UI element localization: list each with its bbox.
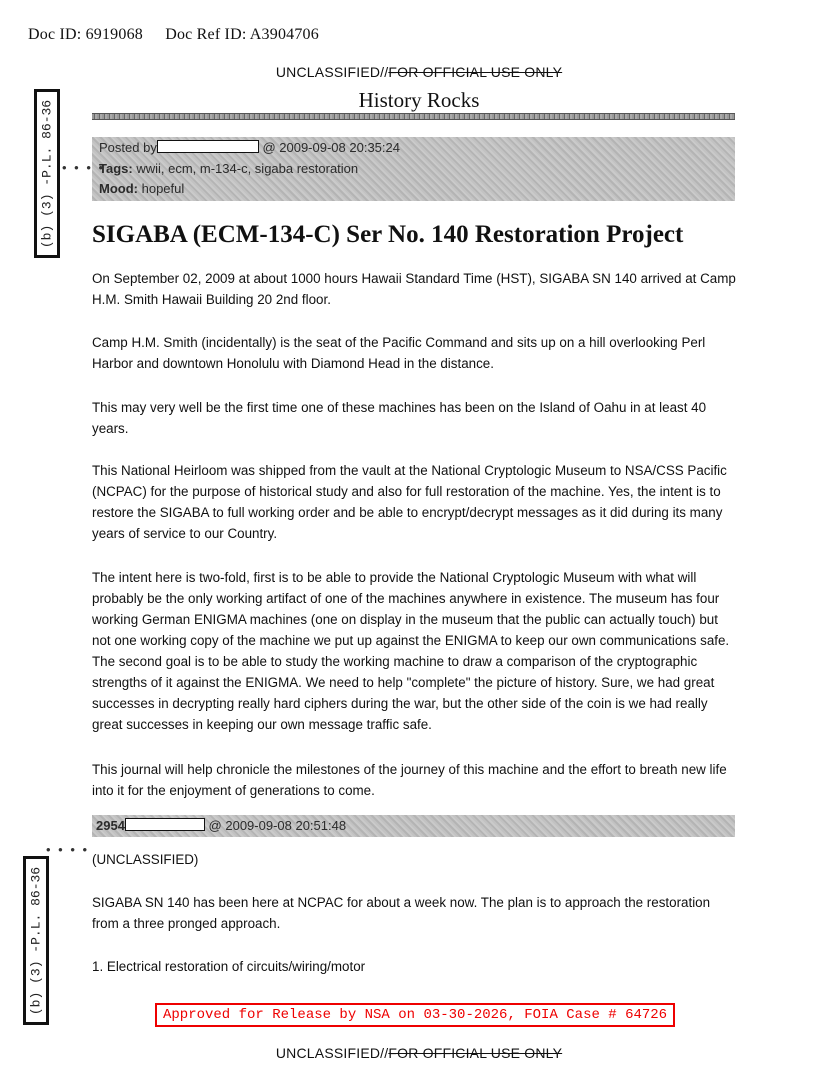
posted-time: @ 2009-09-08 20:35:24 xyxy=(262,140,400,155)
mood-value: hopeful xyxy=(141,181,185,196)
classification-level: UNCLASSIFIED// xyxy=(275,1045,389,1061)
post-paragraph: This may very well be the first time one of these machines has been on the Island of Oahu in at least 40 years. xyxy=(92,400,707,436)
comment-time: @ 2009-09-08 20:51:48 xyxy=(208,818,347,833)
comment-meta-line xyxy=(96,818,346,833)
title-divider xyxy=(92,113,735,120)
exemption-text: (b) (3) -P.L. 86-36 xyxy=(39,99,55,248)
doc-ref-id: Doc Ref ID: A3904706 xyxy=(165,26,319,43)
exemption-stamp-bottom xyxy=(23,856,49,1025)
post-paragraph: The intent here is two-fold, first is to be able to provide the National Cryptologic Museum with what will probably be the only working artifact of one of the machines anywhere in existence. The museum has four working German ENIGMA machines (one on display in the museum that the public can actually touch) but not one working copy of the machine we put up against the ENIGMA to keep our own communications safe. The second goal is to be able to study the working machine to draw a comparison of the cryptographic strengths of it against the ENIGMA. We need to help "complete" the picture of history. Sure, we had great successes in decrypting really hard ciphers during the war, but the other side of the coin is we had really great successes in keeping our own message traffic safe. xyxy=(92,570,730,732)
doc-id: Doc ID: 6919068 xyxy=(28,26,143,43)
tags-label: Tags: xyxy=(99,161,133,176)
exemption-text: (b) (3) -P.L. 86-36 xyxy=(28,866,44,1015)
leader-dots-top: • • • • xyxy=(62,160,106,175)
redaction-box xyxy=(125,818,205,831)
classification-banner-bottom xyxy=(0,1045,838,1061)
classification-level: UNCLASSIFIED// xyxy=(275,64,389,80)
blog-title: History Rocks xyxy=(358,88,480,112)
classification-struck-caveat: FOR OFFICIAL USE ONLY xyxy=(388,64,563,80)
mood-label: Mood: xyxy=(99,181,138,196)
leader-dots-bottom: • • • • xyxy=(46,842,90,857)
classification-struck-caveat: FOR OFFICIAL USE ONLY xyxy=(388,1045,563,1061)
post-paragraph: Camp H.M. Smith (incidentally) is the seat of the Pacific Command and sits up on a hill overlooking Perl Harbor and downtown Honolulu with Diamond Head in the distance. xyxy=(92,335,706,371)
classification-banner-top xyxy=(0,64,838,80)
tags-line xyxy=(99,161,358,176)
comment-paragraph: SIGABA SN 140 has been here at NCPAC for about a week now. The plan is to approach the restoration from a three pronged approach. xyxy=(92,895,711,931)
post-paragraph: This journal will help chronicle the milestones of the journey of this machine and the effort to breath new life into it for the enjoyment of generations to come. xyxy=(92,762,727,798)
exemption-stamp-top xyxy=(34,89,60,258)
post-meta-box xyxy=(92,137,735,201)
release-approval-stamp: Approved for Release by NSA on 03-30-2026, FOIA Case # 64726 xyxy=(155,1003,675,1027)
comment-paragraph: (UNCLASSIFIED) xyxy=(92,852,199,867)
post-title: SIGABA (ECM-134-C) Ser No. 140 Restoration Project xyxy=(92,221,684,248)
document-id-line xyxy=(28,26,319,44)
comment-meta-box xyxy=(92,815,735,837)
posted-by-line xyxy=(99,140,400,155)
mood-line xyxy=(99,181,184,196)
comment-paragraph: 1. Electrical restoration of circuits/wiring/motor xyxy=(92,959,366,974)
redaction-box xyxy=(157,140,259,153)
comment-id: 2954 xyxy=(96,818,125,833)
tags-value[interactable]: wwii, ecm, m-134-c, sigaba restoration xyxy=(136,161,359,176)
posted-by-label: Posted by xyxy=(99,140,157,155)
post-paragraph: On September 02, 2009 at about 1000 hours Hawaii Standard Time (HST), SIGABA SN 140 arrived at Camp H.M. Smith Hawaii Building 20 2nd floor. xyxy=(92,271,736,307)
post-paragraph: This National Heirloom was shipped from the vault at the National Cryptologic Museum to NSA/CSS Pacific (NCPAC) for the purpose of historical study and also for full restoration of the machine. Yes, the intent is to restore the SIGABA to full working order and be able to encrypt/decrypt messages as it did during its many years of service to our Country. xyxy=(92,463,727,541)
